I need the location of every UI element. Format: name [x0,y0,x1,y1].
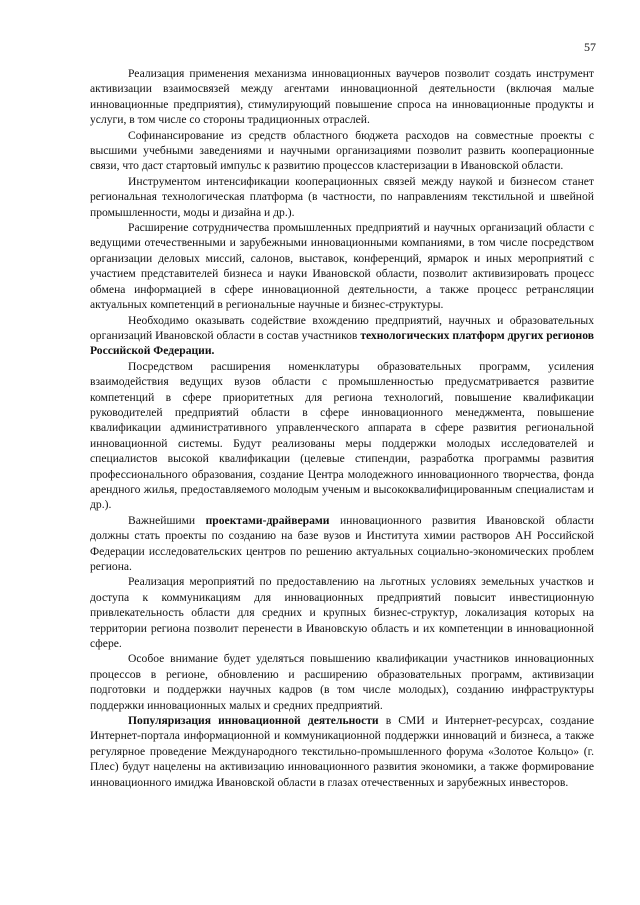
paragraph [90,313,594,359]
page-number: 57 [584,40,596,54]
paragraph [90,713,594,790]
bold-phrase: проектами-драйверами [205,513,330,527]
paragraph [90,359,594,513]
bold-phrase: Популяризация инновационной деятельности [128,714,379,728]
paragraph [90,174,594,220]
paragraph [90,66,594,128]
paragraph-text: инновационного развития Ивановской области должны стать проекты по созданию на базе вузов и Института химии растворов АН Российской Федерации исследовательских центров по решению актуальных социально-экономических проблем региона. [90,513,595,573]
paragraph-text: Важнейшими [128,513,206,527]
paragraph-text: Особое внимание будет уделяться повышению квалификации участников инновационных процессов в регионе, обновлению и расширению образовательных программ, активизации подготовки и поддержки научных кадров (в том числе молодых), созданию инфраструктуры поддержки инновационных малых и средних предприятий. [90,652,594,712]
paragraph [90,220,594,312]
paragraph-text: Расширение сотрудничества промышленных предприятий и научных организаций области с ведущими отечественными и зарубежными инновационными компаниями, в том числе посредством организации деловых миссий, салонов, выставок, конференций, ярмарок и иных мероприятий с участием представителей бизнеса и науки Ивановской области, позволит активизировать процесс обмена информацией в сфере инновационной деятельности, а также процесс ретрансляции актуальных компетенций в региональные научные и бизнес-структуры. [90,221,594,312]
paragraph-text: Реализация применения механизма инновационных ваучеров позволит создать инструмент активизации взаимосвязей между агентами инновационной деятельности (включая малые инновационные предприятия), стимулирующий повышение спроса на инновационные продукты и услуги, в том числе со стороны традиционных отраслей. [90,67,594,127]
document-body [90,66,594,790]
paragraph-text: Софинансирование из средств областного бюджета расходов на совместные проекты с высшими учебными заведениями и научными организациями позволит развить кооперационные связи, что даст стартовый импульс к развитию процессов кластеризации в Ивановской области. [90,128,594,173]
paragraph [90,651,594,713]
paragraph-text: Посредством расширения номенклатуры образовательных программ, усиления взаимодействия ведущих вузов области с промышленностью предусматривается развитие компетенций в сфере приоритетных для региона технологий, повышение квалификации руководителей предприятий области в сфере инновационного менеджмента, повышение квалификации административного управленческого аппарата в сфере развития региональной инновационной системы. Будут реализованы меры поддержки молодых исследователей и специалистов высокой квалификации (целевые стипендии, разработка программы развития профессионального образования, создание Центра молодежного инновационного творчества, фонда арендного жилья, предоставляемого молодым ученым и высококвалифицированным специалистам и др.). [90,359,594,512]
paragraph [90,574,594,651]
paragraph-text: Реализация мероприятий по предоставлению на льготных условиях земельных участков и доступа к коммуникациям для инновационных предприятий повысит инвестиционную привлекательность области для средних и крупных бизнес-структур, локализация которых на территории региона позволит перенести в Ивановскую область и их компетенции в инновационной сфере. [90,575,594,651]
paragraph-text: Инструментом интенсификации кооперационных связей между наукой и бизнесом станет региональная технологическая платформа (в частности, по направлениям текстильной и швейной промышленности, моды и дизайна и др.). [90,174,594,219]
paragraph-text: в СМИ и Интернет-ресурсах, создание Интернет-портала информационной и коммуникационной поддержки инноваций и бизнеса, а также регулярное проведение Международного текстильно-промышленного форума «Золотое Кольцо» (г. Плес) будут нацелены на активизацию инновационного развития экономики, а также формирование инновационного имиджа Ивановской области в глазах отечественных и зарубежных инвесторов. [90,714,594,789]
paragraph-text: Необходимо оказывать содействие вхождению предприятий, научных и образовательных организаций Ивановской области в состав участников [90,313,594,342]
paragraph [90,513,594,575]
paragraph [90,128,594,174]
bold-phrase: технологических платформ других регионов Российской Федерации. [90,328,595,358]
